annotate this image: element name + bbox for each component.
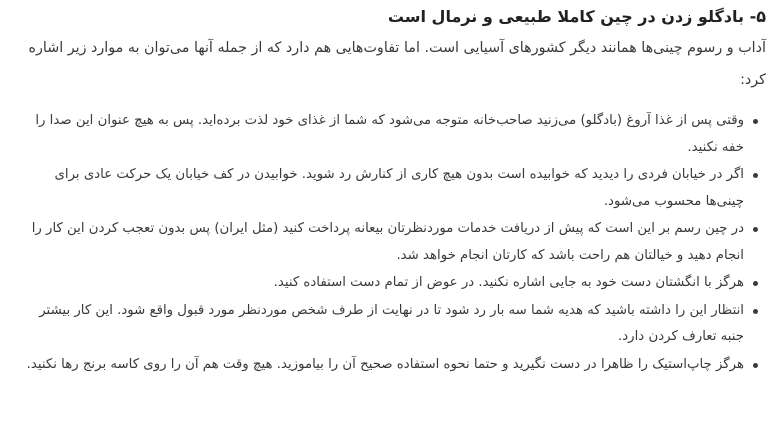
bullet-icon <box>753 227 758 232</box>
list-item-text: هرگز با انگشتان دست خود به جایی اشاره نکنید. در عوض از تمام دست استفاده کنید. <box>273 275 744 290</box>
list-item <box>14 108 766 161</box>
list-item <box>14 162 766 215</box>
bullet-icon <box>753 363 758 368</box>
list-item <box>14 298 766 351</box>
list-item-text: در چین رسم بر این است که پیش از دریافت خدمات موردنظرتان بیعانه پرداخت کنید (مثل ایران) پس بدون تعجب کردن این کار را انجام دهید و خیالتان هم راحت باشد که کارتان انجام خواهد شد. <box>31 221 744 263</box>
customs-list <box>14 108 766 378</box>
bullet-icon <box>753 281 758 286</box>
list-item-text: اگر در خیابان فردی را دیدید که خوابیده است بدون هیچ کاری از کنارش رد شوید. خوابیدن در کف خیابان یک حرکت عادی برای چینی‌ها محسوب می‌شود. <box>54 167 744 209</box>
list-item <box>14 270 766 297</box>
intro-paragraph: آداب و رسوم چینی‌ها همانند دیگر کشورهای آسیایی است. اما تفاوت‌هایی هم دارد که از جمله آنها می‌توان به موارد زیر اشاره کرد: <box>28 40 766 88</box>
bullet-icon <box>753 173 758 178</box>
list-item-text: هرگز چاپ‌استیک را ظاهرا در دست نگیرید و حتما نحوه استفاده صحیح آن را بیاموزید. هیچ وقت هم آن را روی کاسه برنج رها نکنید. <box>26 356 744 372</box>
section-heading: ۵- بادگلو زدن در چین کاملا طبیعی و نرمال است <box>387 7 766 26</box>
list-item-text: انتظار این را داشته باشید که هدیه شما سه بار رد شود تا در نهایت از طرف شخص موردنظر مورد قبول واقع شود. این کار بیشتر جنبه تعارف کردن دارد. <box>39 302 744 344</box>
bullet-icon <box>753 119 758 124</box>
list-item <box>14 352 766 379</box>
list-item <box>14 216 766 269</box>
list-item-text: وقتی پس از غذا آروغ (بادگلو) می‌زنید صاحب‌خانه متوجه می‌شود که شما از غذای خود لذت برده‌اید. پس به هیچ عنوان این صدا را خفه نکنید. <box>35 113 744 155</box>
bullet-icon <box>753 309 758 314</box>
